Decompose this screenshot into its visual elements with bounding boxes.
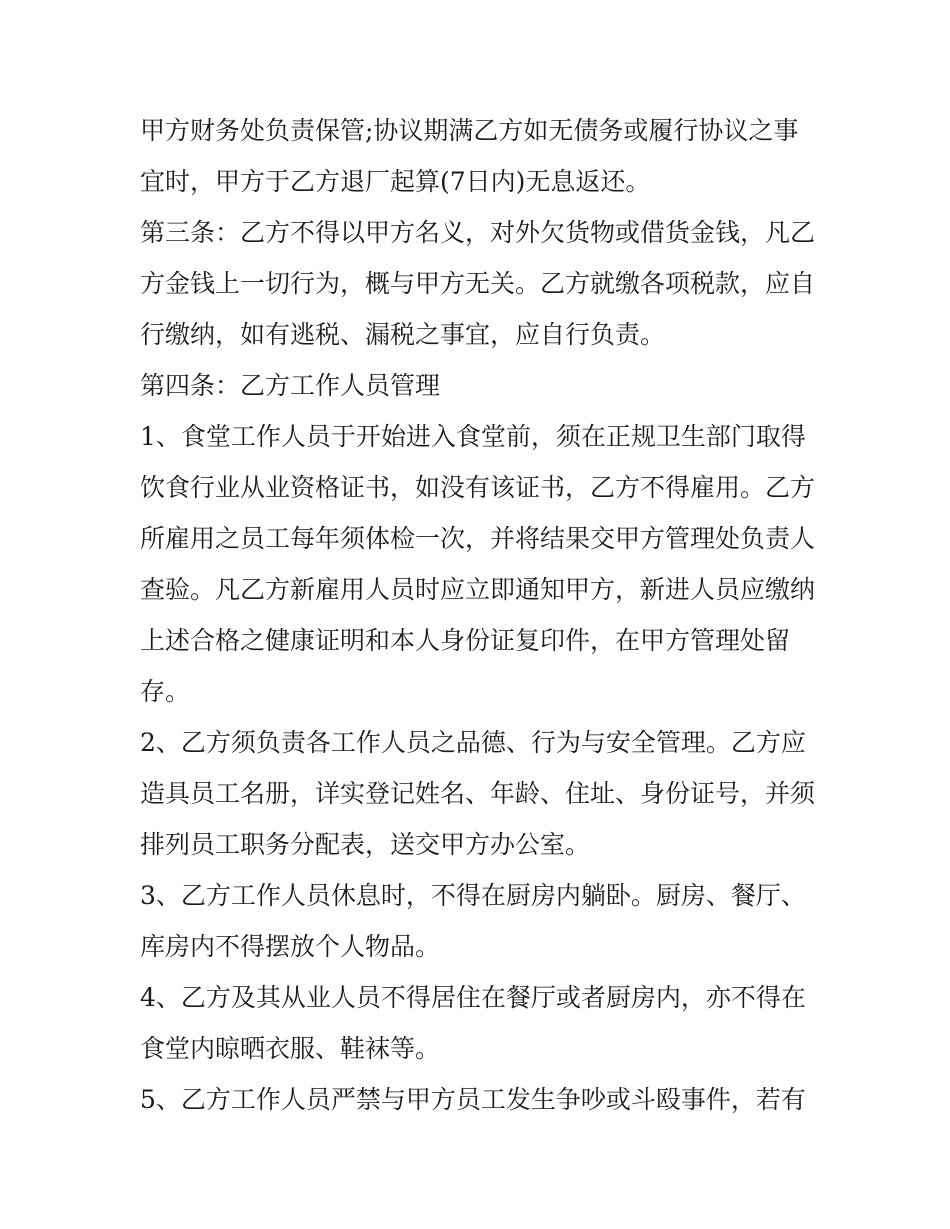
- text-line: 甲方财务处负责保管;协议期满乙方如无债务或履行协议之事: [140, 116, 799, 145]
- text-line: 排列员工职务分配表，送交甲方办公室。: [140, 830, 591, 859]
- text-line: 5、乙方工作人员严禁与甲方员工发生争吵或斗殴事件，若有: [140, 1085, 806, 1114]
- text-line: 2、乙方须负责各工作人员之品德、行为与安全管理。乙方应: [140, 728, 806, 757]
- text-line: 库房内不得摆放个人物品。: [140, 932, 441, 961]
- text-line: 存。: [140, 677, 191, 706]
- text-line: 食堂内晾晒衣服、鞋袜等。: [140, 1034, 441, 1063]
- text-line: 4、乙方及其从业人员不得居住在餐厅或者厨房内，亦不得在: [140, 983, 806, 1012]
- text-line: 查验。凡乙方新雇用人员时应立即通知甲方，新进人员应缴纳: [140, 575, 816, 604]
- text-line: 方金钱上一切行为，概与甲方无关。乙方就缴各项税款，应自: [140, 269, 816, 298]
- text-line: 3、乙方工作人员休息时，不得在厨房内躺卧。厨房、餐厅、: [140, 881, 806, 910]
- text-line: 1、食堂工作人员于开始进入食堂前，须在正规卫生部门取得: [140, 422, 806, 451]
- text-line: 第三条：乙方不得以甲方名义，对外欠货物或借货金钱，凡乙: [140, 218, 816, 247]
- text-line: 造具员工名册，详实登记姓名、年龄、住址、身份证号，并须: [140, 779, 816, 808]
- text-line: 上述合格之健康证明和本人身份证复印件，在甲方管理处留: [140, 626, 791, 655]
- text-line: 所雇用之员工每年须体检一次，并将结果交甲方管理处负责人: [140, 524, 816, 553]
- text-line: 宜时，甲方于乙方退厂起算(7日内)无息返还。: [140, 167, 651, 196]
- section-heading: 第四条：乙方工作人员管理: [140, 371, 441, 400]
- document-body: [140, 105, 820, 1125]
- text-line: 行缴纳，如有逃税、漏税之事宜，应自行负责。: [140, 320, 666, 349]
- text-line: 饮食行业从业资格证书，如没有该证书，乙方不得雇用。乙方: [140, 473, 816, 502]
